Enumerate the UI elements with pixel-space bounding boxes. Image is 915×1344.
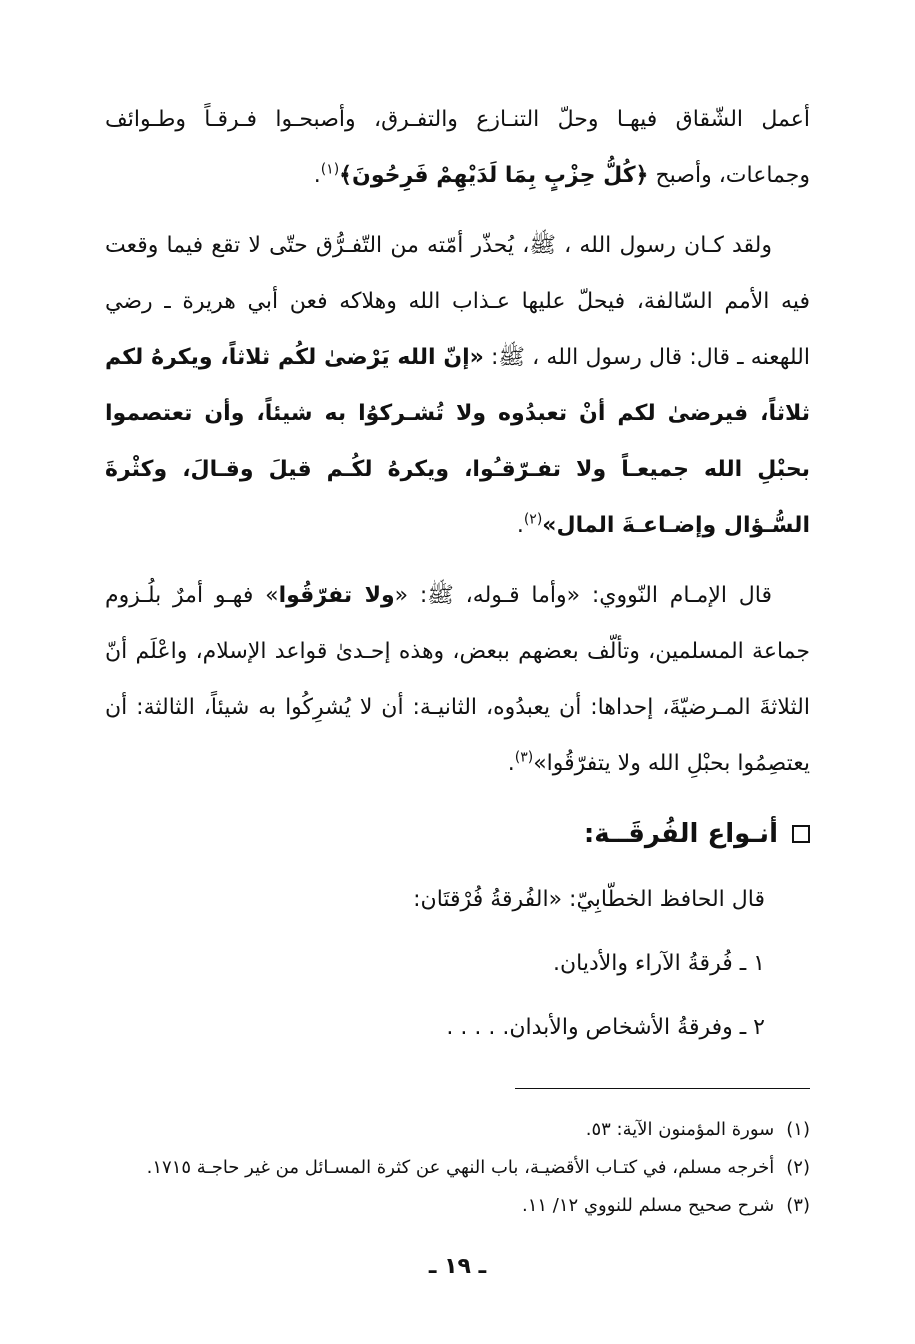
footnote-item [105, 1187, 810, 1225]
hadith-text: «إنّ الله يَرْضىٰ لكُم ثلاثاً، ويكرهُ لكم ثلاثاً، فيرضىٰ لكم أنْ تعبدُوه ولا تُشـركوُا به شيئاً، وأن تعتصموا بحبْلِ الله جميعـاً ولا تفـرّقـُوا، ويكرهُ لكُـم قيلَ وقـالَ، وكثْرةَ السُّـؤال وإضـاعـةَ المال» [105, 345, 810, 538]
paragraph-3 [105, 568, 810, 792]
footnotes [105, 1111, 810, 1225]
footnote-item [105, 1111, 810, 1149]
paragraph-1-end: . [313, 163, 321, 188]
quran-verse: ﴿كُلُّ حِزْبٍ بِمَا لَدَيْهِمْ فَرِحُونَ﴾ [339, 163, 649, 188]
section-heading-text: أنـواع الفُرقَــة: [583, 819, 778, 849]
paragraph-3-bold: ولا تفرّقُوا [278, 583, 395, 608]
footnote-ref-1: (١) [320, 161, 340, 178]
page-number: ـ ١٩ ـ [428, 1254, 487, 1279]
footnote-divider [515, 1088, 810, 1089]
paragraph-2 [105, 218, 810, 554]
footnote-text: شرح صحيح مسلم للنووي ١٢/ ١١. [521, 1195, 775, 1216]
footnote-text: أخرجه مسلم، في كتـاب الأقضيـة، باب النهي عن كثرة المسـائل من غير حاجـة ١٧١٥. [146, 1157, 775, 1178]
footnote-number: (١) [786, 1119, 810, 1140]
paragraph-1-text: أعمل الشّقاق فيهـا وحلّ التنـازع والتفـرق، وأصبحـوا فـرقـاً وطـوائف وجماعات، وأصبح [105, 107, 810, 188]
square-bullet-icon [792, 825, 810, 843]
paragraph-2-text: ولقد كـان رسول الله ، ﷺ، يُحذّر أمّته من التّفـرُّق حتّى لا تقع فيما وقعت فيه الأمم السّالفة، فيحلّ عليها عـذاب الله وهلاكه فعن أبي هريرة ـ رضي اللهعنه ـ قال: قال رسول الله ، ﷺ: [105, 233, 810, 370]
page-body [105, 92, 810, 1225]
quote-item-2: ٢ ـ وفرقةُ الأشخاص والأبدان. . . . . [446, 1015, 765, 1040]
quote-item-1: ١ ـ فُرقةُ الآراء والأديان. [552, 951, 765, 976]
footnote-number: (٣) [786, 1195, 810, 1216]
footnote-text: سورة المؤمنون الآية: ٥٣. [585, 1119, 775, 1140]
section-heading [105, 806, 810, 862]
paragraph-2-end: . [516, 513, 524, 538]
paragraph-3-rest: » فهـو أمرٌ بلُـزوم جماعة المسلمين، وتألّف بعضهم ببعض، وهذه إحـدىٰ قواعد الإسلام، واعْلَم أنّ الثلاثةَ المـرضيّةَ، إحداها: أن يعبدُوه، الثانيـة: أن لا يُشرِكُوا به شيئاً، الثالثة: أن يعتصِمُوا بحبْلِ الله ولا يتفرّقُوا» [105, 583, 810, 776]
footnote-item [105, 1149, 810, 1187]
paragraph-3-text: قال الإمـام النّووي: «وأما قـوله، ﷺ: « [394, 583, 772, 608]
quote-intro: قال الحافظ الخطّابِيّ: «الفُرقةُ فُرْقتَان: [413, 887, 765, 912]
footnote-number: (٢) [786, 1157, 810, 1178]
paragraph-1 [105, 92, 810, 204]
paragraph-3-end: . [507, 751, 515, 776]
footnote-ref-3: (٣) [514, 749, 534, 766]
footnote-ref-2: (٢) [523, 511, 543, 528]
